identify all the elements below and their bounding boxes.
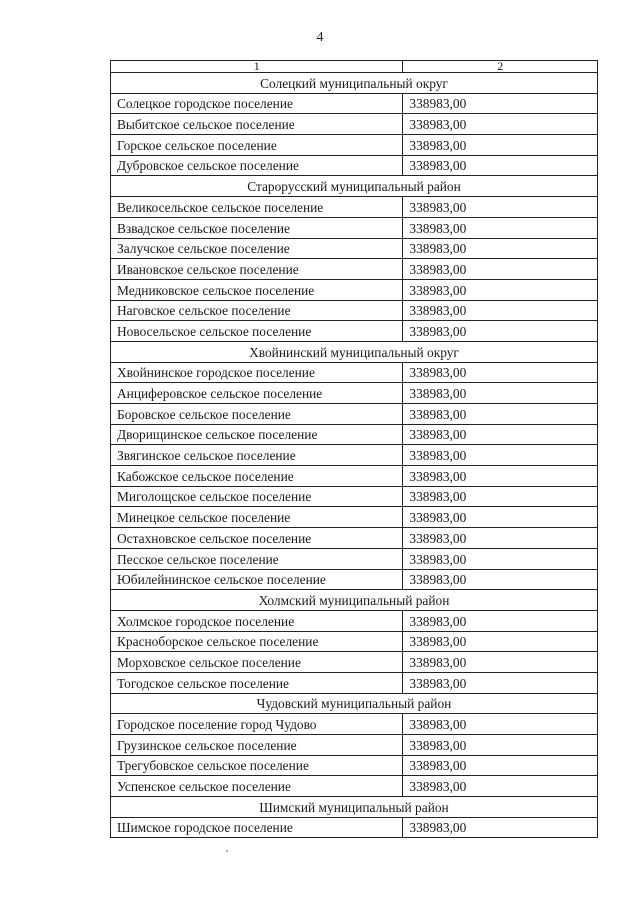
settlement-name: Миголощское сельское поселение [111, 486, 403, 507]
section-header-row [111, 797, 598, 818]
table-row [111, 507, 598, 528]
settlement-amount: 338983,00 [403, 714, 598, 735]
settlement-name: Дубровское сельское поселение [111, 155, 403, 176]
table-row [111, 383, 598, 404]
settlement-name: Городское поселение город Чудово [111, 714, 403, 735]
table-row [111, 466, 598, 487]
table-row [111, 300, 598, 321]
settlement-name: Холмское городское поселение [111, 610, 403, 631]
settlement-amount: 338983,00 [403, 362, 598, 383]
settlement-amount: 338983,00 [403, 300, 598, 321]
settlement-amount: 338983,00 [403, 404, 598, 425]
table-row [111, 197, 598, 218]
settlement-amount: 338983,00 [403, 445, 598, 466]
settlement-amount: 338983,00 [403, 114, 598, 135]
table-row [111, 548, 598, 569]
settlement-name: Новосельское сельское поселение [111, 321, 403, 342]
settlement-amount: 338983,00 [403, 548, 598, 569]
table-row [111, 486, 598, 507]
settlement-name: Грузинское сельское поселение [111, 735, 403, 756]
table-row [111, 362, 598, 383]
table-row [111, 714, 598, 735]
settlement-name: Дворищинское сельское поселение [111, 424, 403, 445]
settlement-amount: 338983,00 [403, 672, 598, 693]
settlement-name: Наговское сельское поселение [111, 300, 403, 321]
section-header-row [111, 693, 598, 714]
table-row [111, 424, 598, 445]
settlement-name: Звягинское сельское поселение [111, 445, 403, 466]
settlement-name: Великосельское сельское поселение [111, 197, 403, 218]
distribution-table [110, 60, 598, 838]
column-number-2: 2 [403, 61, 598, 73]
scan-speck [226, 850, 228, 852]
section-title: Старорусский муниципальный район [111, 176, 598, 197]
settlement-amount: 338983,00 [403, 93, 598, 114]
settlement-name: Морховское сельское поселение [111, 652, 403, 673]
settlement-amount: 338983,00 [403, 279, 598, 300]
page-number: 4 [316, 30, 324, 45]
table-row [111, 404, 598, 425]
settlement-name: Боровское сельское поселение [111, 404, 403, 425]
section-header-row [111, 73, 598, 94]
section-header-row [111, 341, 598, 362]
settlement-name: Песское сельское поселение [111, 548, 403, 569]
table-row [111, 135, 598, 156]
table-row [111, 652, 598, 673]
section-title: Шимский муниципальный район [111, 797, 598, 818]
table-row [111, 528, 598, 549]
settlement-name: Залучское сельское поселение [111, 238, 403, 259]
settlement-name: Выбитское сельское поселение [111, 114, 403, 135]
settlement-amount: 338983,00 [403, 217, 598, 238]
settlement-name: Красноборское сельское поселение [111, 631, 403, 652]
table-body [111, 61, 598, 838]
settlement-amount: 338983,00 [403, 424, 598, 445]
table-row [111, 672, 598, 693]
settlement-amount: 338983,00 [403, 610, 598, 631]
table-row [111, 776, 598, 797]
settlement-name: Шимское городское поселение [111, 817, 403, 838]
table-row [111, 259, 598, 280]
settlement-name: Кабожское сельское поселение [111, 466, 403, 487]
table-row [111, 569, 598, 590]
settlement-name: Ивановское сельское поселение [111, 259, 403, 280]
settlement-amount: 338983,00 [403, 776, 598, 797]
table-row [111, 155, 598, 176]
section-title: Хвойнинский муниципальный округ [111, 341, 598, 362]
settlement-amount: 338983,00 [403, 155, 598, 176]
settlement-amount: 338983,00 [403, 817, 598, 838]
section-header-row [111, 590, 598, 611]
section-title: Чудовский муниципальный район [111, 693, 598, 714]
settlement-name: Взвадское сельское поселение [111, 217, 403, 238]
settlement-amount: 338983,00 [403, 755, 598, 776]
settlement-amount: 338983,00 [403, 238, 598, 259]
section-title: Солецкий муниципальный округ [111, 73, 598, 94]
settlement-amount: 338983,00 [403, 735, 598, 756]
settlement-amount: 338983,00 [403, 652, 598, 673]
settlement-name: Минецкое сельское поселение [111, 507, 403, 528]
settlement-name: Солецкое городское поселение [111, 93, 403, 114]
settlement-name: Успенское сельское поселение [111, 776, 403, 797]
table-row [111, 610, 598, 631]
settlement-name: Тогодское сельское поселение [111, 672, 403, 693]
column-number-row [111, 61, 598, 73]
settlement-amount: 338983,00 [403, 135, 598, 156]
table-row [111, 735, 598, 756]
settlement-name: Анциферовское сельское поселение [111, 383, 403, 404]
settlement-amount: 338983,00 [403, 466, 598, 487]
table-row [111, 755, 598, 776]
settlement-amount: 338983,00 [403, 321, 598, 342]
settlement-amount: 338983,00 [403, 507, 598, 528]
settlement-name: Горское сельское поселение [111, 135, 403, 156]
settlement-amount: 338983,00 [403, 631, 598, 652]
settlement-amount: 338983,00 [403, 528, 598, 549]
table-row [111, 817, 598, 838]
table-row [111, 321, 598, 342]
settlement-name: Трегубовское сельское поселение [111, 755, 403, 776]
table-row [111, 217, 598, 238]
settlement-amount: 338983,00 [403, 569, 598, 590]
section-header-row [111, 176, 598, 197]
settlement-name: Юбилейнинское сельское поселение [111, 569, 403, 590]
settlement-name: Хвойнинское городское поселение [111, 362, 403, 383]
settlement-amount: 338983,00 [403, 197, 598, 218]
table-row [111, 93, 598, 114]
settlement-amount: 338983,00 [403, 486, 598, 507]
table-row [111, 279, 598, 300]
column-number-1: 1 [111, 61, 403, 73]
table-row [111, 631, 598, 652]
table-row [111, 114, 598, 135]
section-title: Холмский муниципальный район [111, 590, 598, 611]
settlement-name: Остахновское сельское поселение [111, 528, 403, 549]
settlement-amount: 338983,00 [403, 383, 598, 404]
settlement-amount: 338983,00 [403, 259, 598, 280]
settlement-name: Медниковское сельское поселение [111, 279, 403, 300]
table-row [111, 445, 598, 466]
table-row [111, 238, 598, 259]
